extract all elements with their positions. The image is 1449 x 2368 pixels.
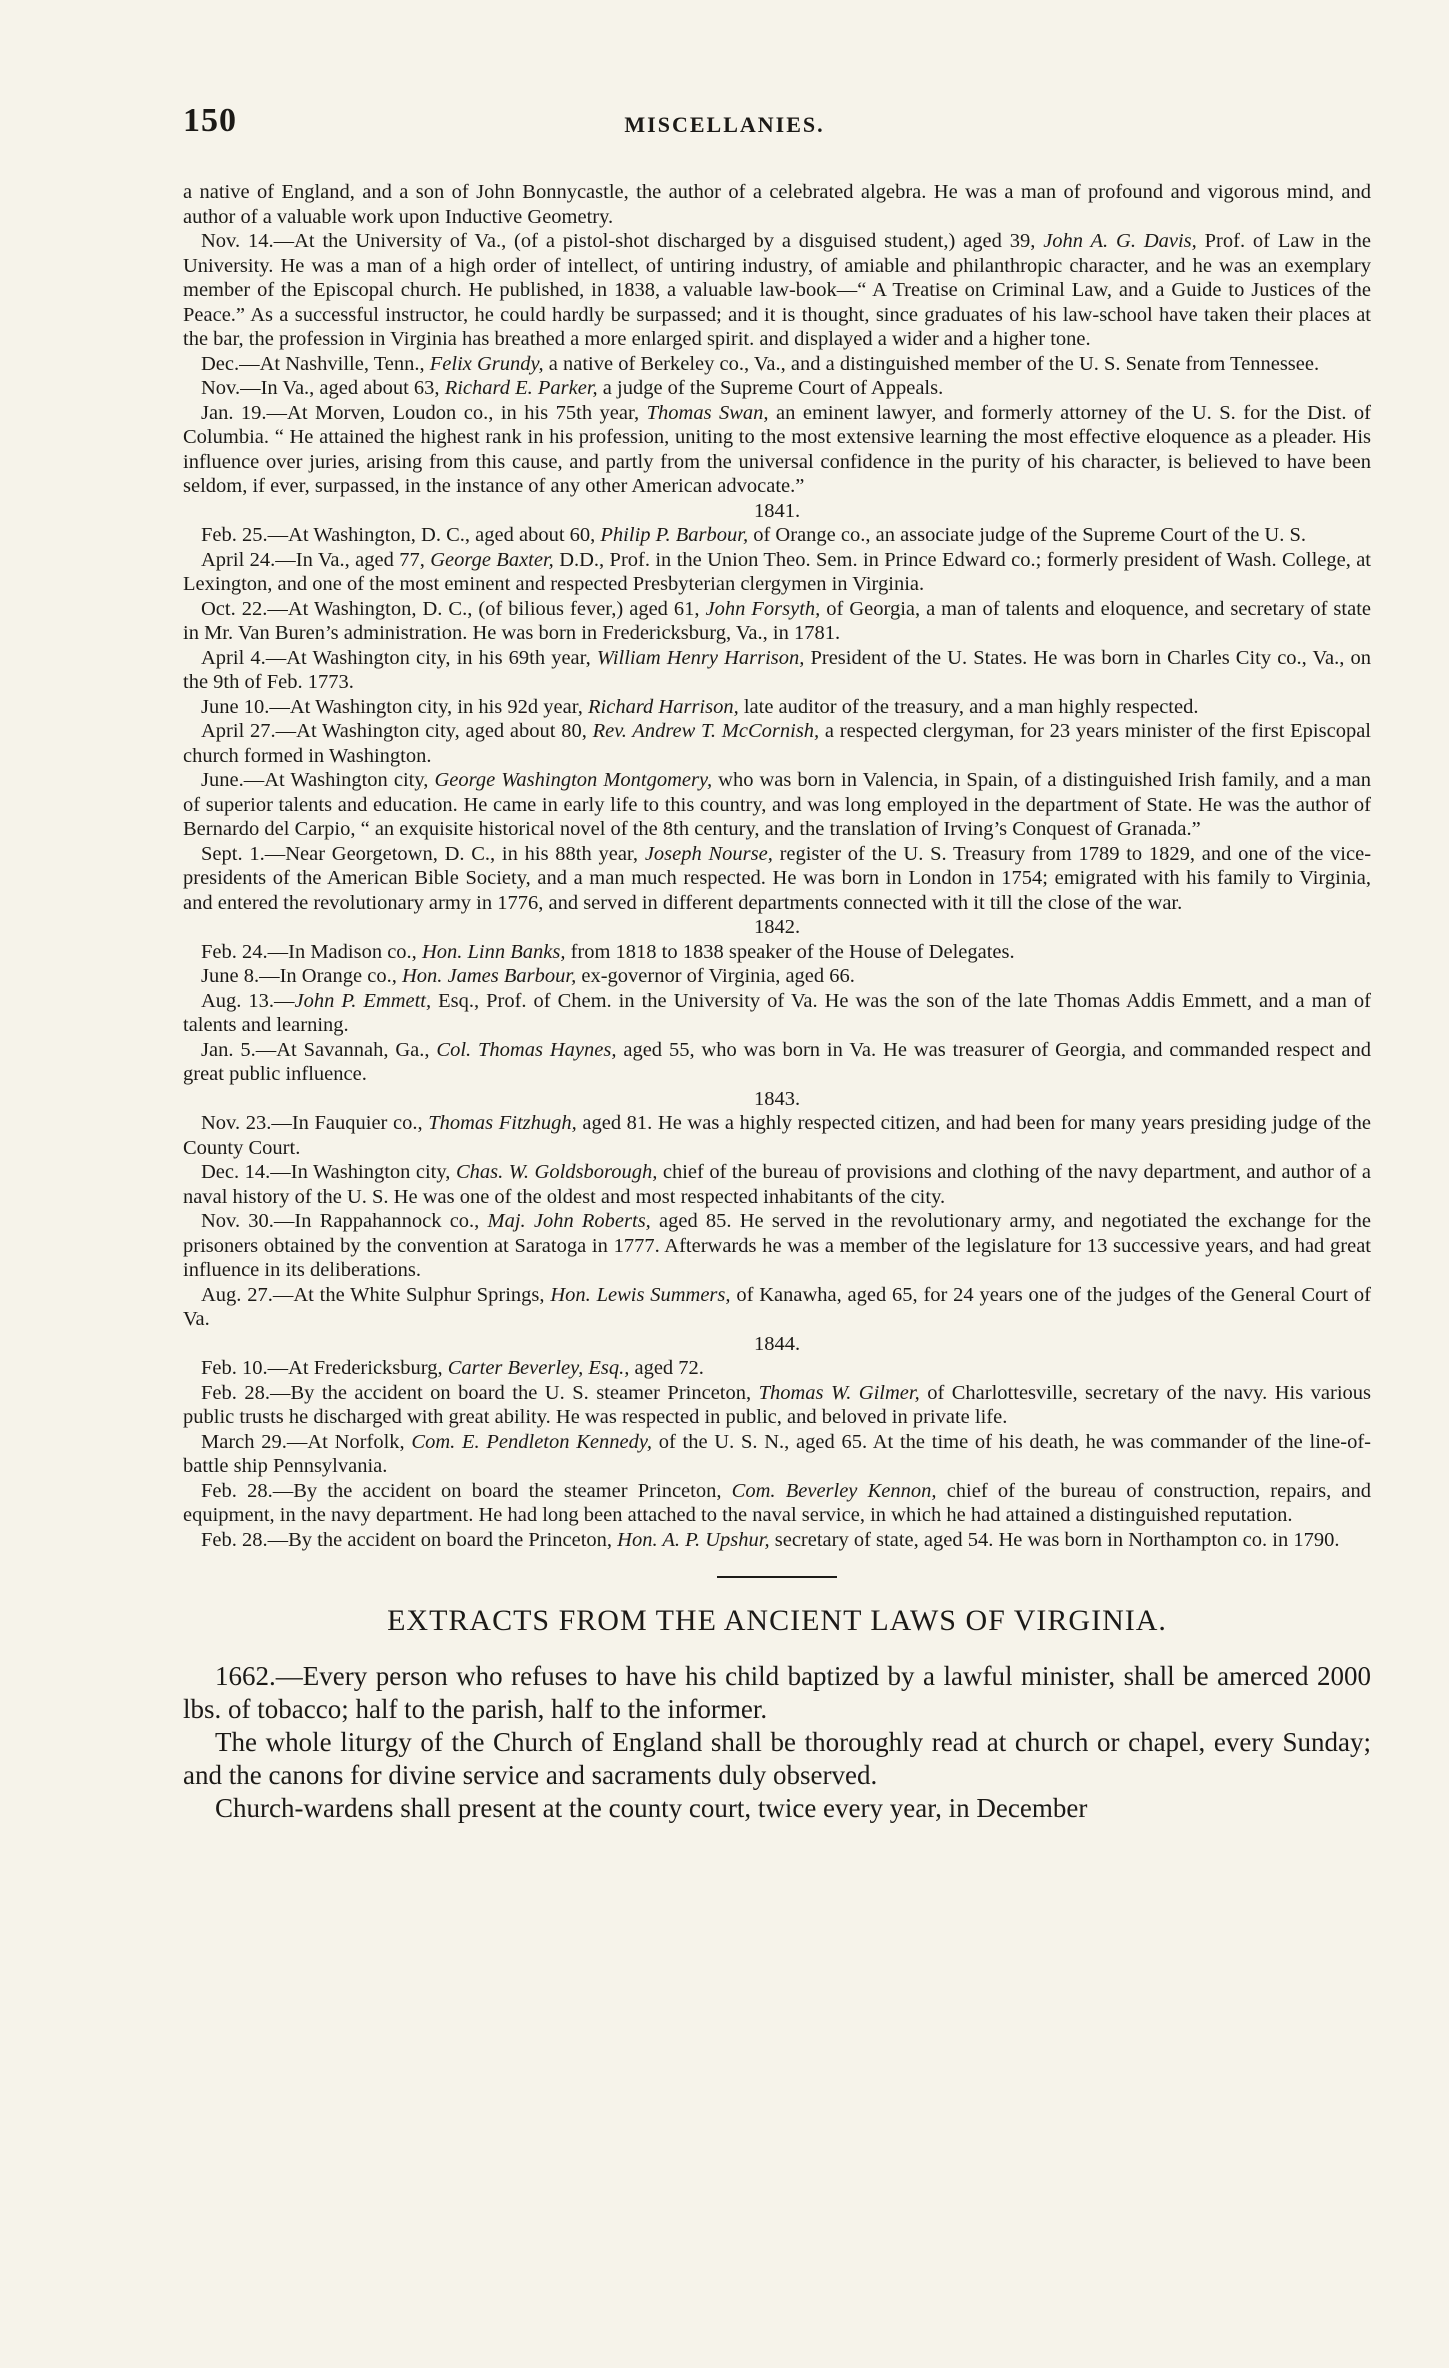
- law-paragraph: The whole liturgy of the Church of England shall be thoroughly read at church or chapel, every Sunday; and the canons for divine service and sacraments duly observed.: [183, 1727, 1371, 1790]
- entry-text: D.D., Prof. in the Union Theo. Sem. in Prince Edward co.; formerly president of Wash. College, at Lexington, and one of the most eminent and respected Presbyterian clergymen in Virginia.: [183, 548, 1372, 595]
- obituary-entry: [183, 768, 1371, 842]
- entry-text: Nov. 30.—In Rappahannock co.,: [201, 1210, 488, 1232]
- entry-text: of Charlottesville, secretary of the navy. His various public trusts he discharged with great ability. He was respected in public, and beloved in private life.: [183, 1381, 1371, 1428]
- entry-text: June 10.—At Washington city, in his 92d year,: [201, 695, 588, 718]
- obituary-entry: [183, 1356, 1371, 1381]
- entry-text: aged 55, who was born in Va. He was treasurer of Georgia, and commanded respect and great public influence.: [183, 1038, 1371, 1085]
- obituary-entry: [183, 1430, 1371, 1479]
- entry-text: of Georgia, a man of talents and eloquence, and secretary of state in Mr. Van Buren’s administration. He was born in Fredericksburg, Va., in 1781.: [183, 597, 1372, 644]
- entry-text: April 27.—At Washington city, aged about 80,: [201, 720, 593, 742]
- entry-text: Aug. 27.—At the White Sulphur Springs,: [201, 1283, 551, 1306]
- law-paragraph: Church-wardens shall present at the county court, twice every year, in December: [215, 1793, 1088, 1823]
- year-heading-1844: 1844.: [753, 1332, 801, 1355]
- person-name: John Forsyth,: [705, 597, 821, 620]
- obituary-entry: [183, 842, 1371, 916]
- person-name: Chas. W. Goldsborough,: [455, 1161, 658, 1183]
- obituary-entry: [183, 401, 1371, 499]
- year-heading-1842: 1842.: [753, 916, 801, 938]
- entry-text: who was born in Valencia, in Spain, of a distinguished Irish family, and a man of superior talents and education. He came in early life to this country, and was long employed in the department of State. He was the author of Bernardo del Carpio, “ an exquisite historical novel of the 8th century, and the translation of Irving’s Conquest of Granada.”: [183, 769, 1372, 840]
- person-name: Richard Harrison,: [588, 695, 739, 718]
- year-heading-1841: 1841.: [753, 499, 801, 522]
- obituary-entry: [183, 964, 1371, 989]
- obituary-entry: [183, 1283, 1371, 1332]
- obituary-entry: [183, 352, 1371, 377]
- obituary-entry: [183, 1381, 1371, 1430]
- section-divider: [717, 1576, 837, 1578]
- entry-text: chief of the bureau of construction, repairs, and equipment, in the navy department. He had long been attached to the naval service, in which he had attained a distinguished reputation.: [183, 1479, 1371, 1526]
- entry-text: of Orange co., an associate judge of the Supreme Court of the U. S.: [748, 524, 1307, 546]
- entry-text: a judge of the Supreme Court of Appeals.: [597, 377, 944, 399]
- obituary-entry: [183, 646, 1371, 695]
- entry-text: an eminent lawyer, and formerly attorney of the U. S. for the Dist. of Columbia. “ He attained the highest rank in his profession, uniting to the most extensive learning the most effective eloquence as a pleader. His influence over juries, arising from this cause, and partly from the universal confidence in the purity of his character, is believed to have been seldom, if ever, surpassed, in the instance of any other American advocate.”: [183, 401, 1371, 497]
- entry-text: chief of the bureau of provisions and clothing of the navy department, and author of a naval history of the U. S. He was one of the oldest and most respected inhabitants of the city.: [183, 1161, 1371, 1208]
- entry-text: Oct. 22.—At Washington, D. C., (of bilious fever,) aged 61,: [201, 597, 706, 620]
- obituaries-1844: [183, 1356, 1371, 1552]
- entry-text: Jan. 19.—At Morven, Loudon co., in his 75th year,: [201, 401, 647, 424]
- page-number: 150: [183, 102, 237, 139]
- entry-text: Aug. 13.—: [201, 989, 295, 1012]
- entry-text: Esq., Prof. of Chem. in the University of Va. He was the son of the late Thomas Addis Emmett, and a man of talents and learning.: [183, 989, 1371, 1036]
- running-title: MISCELLANIES.: [624, 112, 825, 137]
- entry-text: of the U. S. N., aged 65. At the time of his death, he was commander of the line-of-battle ship Pennsylvania.: [183, 1430, 1371, 1477]
- person-name: Com. E. Pendleton Kennedy,: [411, 1430, 652, 1453]
- obituaries-1841: [183, 523, 1371, 915]
- entry-text: June 8.—In Orange co.,: [201, 965, 402, 987]
- obituary-entry: [183, 940, 1371, 965]
- entry-text: a native of Berkeley co., Va., and a distinguished member of the U. S. Senate from Tennessee.: [543, 352, 1320, 375]
- entry-text: late auditor of the treasury, and a man highly respected.: [738, 695, 1199, 718]
- entry-text: Feb. 10.—At Fredericksburg,: [201, 1357, 448, 1379]
- obituary-entry: [183, 719, 1371, 768]
- person-name: Hon. Lewis Summers,: [550, 1283, 731, 1306]
- obituary-entry: [183, 180, 1371, 229]
- entry-text: April 4.—At Washington city, in his 69th year,: [201, 646, 597, 669]
- obituary-entry: [183, 1209, 1371, 1283]
- obituary-entry: [183, 548, 1371, 597]
- entry-text: aged 81. He was a highly respected citizen, and had been for many years presiding judge of the County Court.: [183, 1112, 1371, 1159]
- entry-text: Nov. 14.—At the University of Va., (of a pistol-shot discharged by a disguised student,) aged 39,: [201, 230, 1044, 252]
- obituary-entry: [183, 1111, 1371, 1160]
- person-name: George Washington Montgomery,: [434, 769, 713, 791]
- person-name: William Henry Harrison,: [596, 646, 805, 669]
- obituaries-1842: [183, 940, 1371, 1087]
- entry-text: from 1818 to 1838 speaker of the House of Delegates.: [565, 940, 1015, 963]
- section-title: EXTRACTS FROM THE ANCIENT LAWS OF VIRGINIA.: [387, 1604, 1167, 1637]
- year-heading-1843: 1843.: [753, 1087, 801, 1110]
- obituary-entry: [183, 1038, 1371, 1087]
- person-name: Joseph Nourse,: [644, 842, 773, 865]
- person-name: Col. Thomas Haynes,: [436, 1038, 617, 1061]
- obituary-entry: [183, 1479, 1371, 1528]
- obituary-entry: [183, 597, 1371, 646]
- person-name: Carter Beverley, Esq.,: [447, 1357, 630, 1379]
- person-name: Hon. James Barbour,: [401, 965, 577, 987]
- person-name: John A. G. Davis,: [1043, 230, 1197, 252]
- entry-text: Nov. 23.—In Fauquier co.,: [201, 1112, 429, 1134]
- entry-text: Jan. 5.—At Savannah, Ga.,: [201, 1038, 437, 1061]
- obituary-entry: [183, 1528, 1371, 1553]
- entry-text: register of the U. S. Treasury from 1789 to 1829, and one of the vice-presidents of the American Bible Society, and a man much respected. He was born in London in 1754; emigrated with his family to Virginia, and entered the revolutionary army in 1776, and served in different departments connected with it till the close of the war.: [183, 842, 1372, 914]
- entry-text: of Kanawha, aged 65, for 24 years one of the judges of the General Court of Va.: [183, 1283, 1371, 1330]
- entry-text: a native of England, and a son of John Bonnycastle, the author of a celebrated algebra. He was a man of profound and vigorous mind, and author of a valuable work upon Inductive Geometry.: [183, 181, 1371, 228]
- obituary-entry: [183, 695, 1371, 720]
- person-name: Maj. John Roberts,: [487, 1210, 651, 1232]
- entry-text: aged 72.: [629, 1357, 704, 1379]
- person-name: Thomas Fitzhugh,: [428, 1112, 577, 1134]
- entry-text: Feb. 28.—By the accident on board the steamer Princeton,: [201, 1479, 732, 1502]
- entry-text: June.—At Washington city,: [201, 769, 435, 791]
- law-paragraph: 1662.—Every person who refuses to have his child baptized by a lawful minister, shall be amerced 2000 lbs. of tobacco; half to the parish, half to the informer.: [183, 1661, 1371, 1724]
- person-name: Thomas W. Gilmer,: [758, 1381, 920, 1404]
- person-name: Rev. Andrew T. McCornish,: [592, 720, 820, 742]
- entry-text: Nov.—In Va., aged about 63,: [201, 377, 445, 399]
- entry-text: March 29.—At Norfolk,: [201, 1430, 412, 1453]
- person-name: Thomas Swan,: [646, 401, 769, 424]
- entry-text: secretary of state, aged 54. He was born in Northampton co. in 1790.: [769, 1528, 1340, 1551]
- entry-text: Sept. 1.—Near Georgetown, D. C., in his 88th year,: [201, 842, 645, 865]
- entry-text: April 24.—In Va., aged 77,: [201, 548, 431, 571]
- person-name: Philip P. Barbour,: [600, 524, 749, 546]
- obituaries-1843: [183, 1111, 1371, 1332]
- person-name: Felix Grundy,: [429, 352, 544, 375]
- entry-text: Feb. 28.—By the accident on board the U. S. steamer Princeton,: [201, 1381, 759, 1404]
- obituary-entry: [183, 229, 1371, 352]
- entry-text: Dec.—At Nashville, Tenn.,: [201, 352, 430, 375]
- entry-text: a respected clergyman, for 23 years minister of the first Episcopal church formed in Washington.: [183, 720, 1371, 767]
- person-name: Com. Beverley Kennon,: [731, 1479, 937, 1502]
- obituary-entry: [183, 1160, 1371, 1209]
- obituary-entry: [183, 989, 1371, 1038]
- entry-text: Prof. of Law in the University. He was a man of a high order of intellect, of untiring industry, of amiable and philanthropic character, and he was an exemplary member of the Episcopal church. He published, in 1838, a valuable law-book—“ A Treatise on Criminal Law, and a Guide to Justices of the Peace.” As a successful instructor, he could hardly be surpassed; and it is thought, since graduates of his law-school have taken their places at the bar, the profession in Virginia has breathed a more enlarged spirit. and displayed a wider and a higher tone.: [183, 230, 1371, 350]
- entry-text: Feb. 28.—By the accident on board the Princeton,: [201, 1528, 618, 1551]
- person-name: John P. Emmett,: [294, 989, 432, 1012]
- entry-text: Dec. 14.—In Washington city,: [201, 1161, 456, 1183]
- obituary-entry: [183, 523, 1371, 548]
- person-name: Richard E. Parker,: [444, 377, 598, 399]
- person-name: Hon. Linn Banks,: [421, 940, 566, 963]
- entry-text: President of the U. States. He was born in Charles City co., Va., on the 9th of Feb. 1773.: [183, 646, 1371, 693]
- entry-text: aged 85. He served in the revolutionary army, and negotiated the exchange for the prisoners obtained by the convention at Saratoga in 1777. Afterwards he was a member of the legislature for 13 successive years, and had great influence in its deliberations.: [183, 1210, 1371, 1281]
- entry-text: Feb. 25.—At Washington, D. C., aged about 60,: [201, 524, 601, 546]
- person-name: George Baxter,: [430, 548, 554, 571]
- obituary-entry: [183, 376, 1371, 401]
- person-name: Hon. A. P. Upshur,: [617, 1528, 770, 1551]
- entry-text: ex-governor of Virginia, aged 66.: [576, 965, 855, 987]
- obituaries-continued: [183, 180, 1371, 499]
- page-body: [183, 180, 1371, 1825]
- entry-text: Feb. 24.—In Madison co.,: [201, 940, 422, 963]
